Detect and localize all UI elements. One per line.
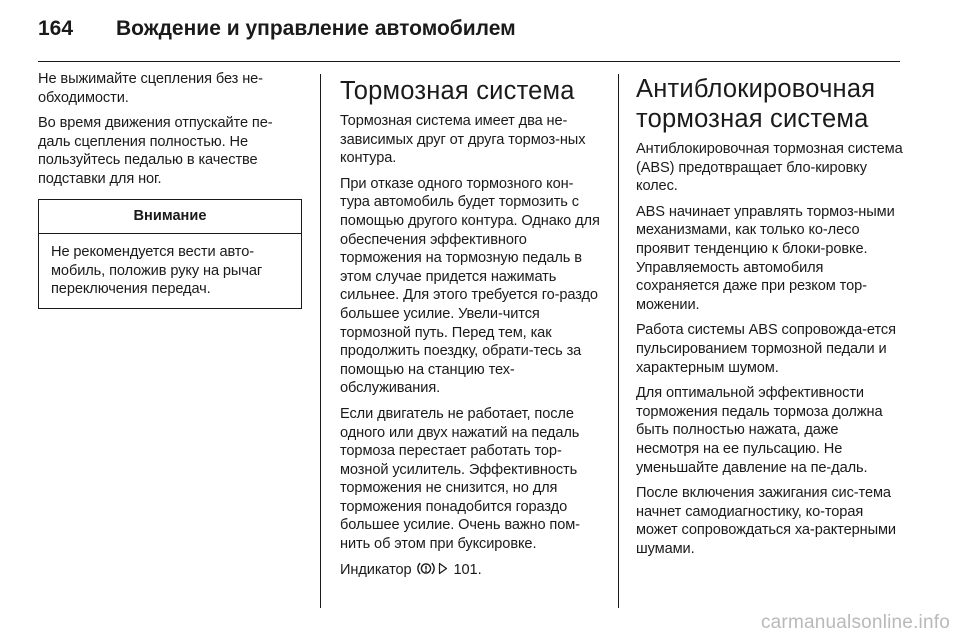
column-3 [636,70,904,565]
indicator-page-ref: 101. [453,561,482,578]
paragraph: При отказе одного тормозного кон-тура автомобиль будет тормозить с помощью другого контура. Однако для обеспечения эффективного торможения на тормозную педаль в этом случае придется нажимать сильнее. Для этого требуется го-раздо большее усилие. Увели-чится тормозной путь. Перед тем, как продолжить поездку, обрати-тесь за помощью на станцию тех-обслуживания. [340,175,600,397]
indicator-reference [340,561,602,582]
page-reference-arrow-icon [438,562,448,581]
column-2 [340,70,602,588]
warning-text: Не рекомендуется вести авто-мобиль, положив руку на рычаг переключения передач. [51,244,263,298]
column-divider-left [320,74,321,608]
paragraph: Для оптимальной эффективности торможения педаль тормоза должна быть полностью нажата, даже несмотря на ее пульсацию. Не уменьшайте давление на пе-даль. [636,385,883,476]
section-title-abs: Антиблокировочная тормозная система [636,75,876,133]
paragraph: Работа системы ABS сопровожда-ется пульсированием тормозной педали и характерным шумом. [636,322,896,376]
paragraph: Во время движения отпускайте пе-даль сцепления полностью. Не пользуйтесь педалью в качестве подставки для ног. [38,115,273,187]
chapter-title: Вождение и управление автомобилем [116,17,516,40]
column-divider-right [618,74,619,608]
section-title-brakes: Тормозная система [340,77,575,105]
indicator-label: Индикатор [340,561,412,578]
brake-warning-icon [417,561,435,582]
column-1 [38,70,304,309]
paragraph: ABS начинает управлять тормоз-ными механизмами, как только ко-лесо проявит тенденцию к блоки-ровке. Управляемость автомобиля сохраняется даже при резком тор-можении. [636,203,895,313]
page-header [38,14,516,44]
paragraph: Антиблокировочная тормозная система (ABS) предотвращает бло-кировку колес. [636,141,903,195]
paragraph: Тормозная система имеет два не-зависимых друг от друга тормоз-ных контура. [340,113,586,167]
watermark: carmanualsonline.info [760,612,950,633]
header-rule [38,61,900,62]
warning-box [38,199,302,309]
paragraph: Если двигатель не работает, после одного или двух нажатий на педаль тормоза перестает работать тор-мозной усилитель. Эффективность торможения не снизится, но для торможения понадобится гораздо большее усилие. Очень важно пом-нить об этом при буксировке. [340,405,580,553]
paragraph: После включения зажигания сис-тема начнет самодиагностику, ко-торая может сопровождаться ха-рактерными шумами. [636,485,896,557]
paragraph: Не выжимайте сцепления без не-обходимости. [38,71,263,106]
page-number: 164 [38,17,74,40]
warning-title: Внимание [39,200,301,235]
